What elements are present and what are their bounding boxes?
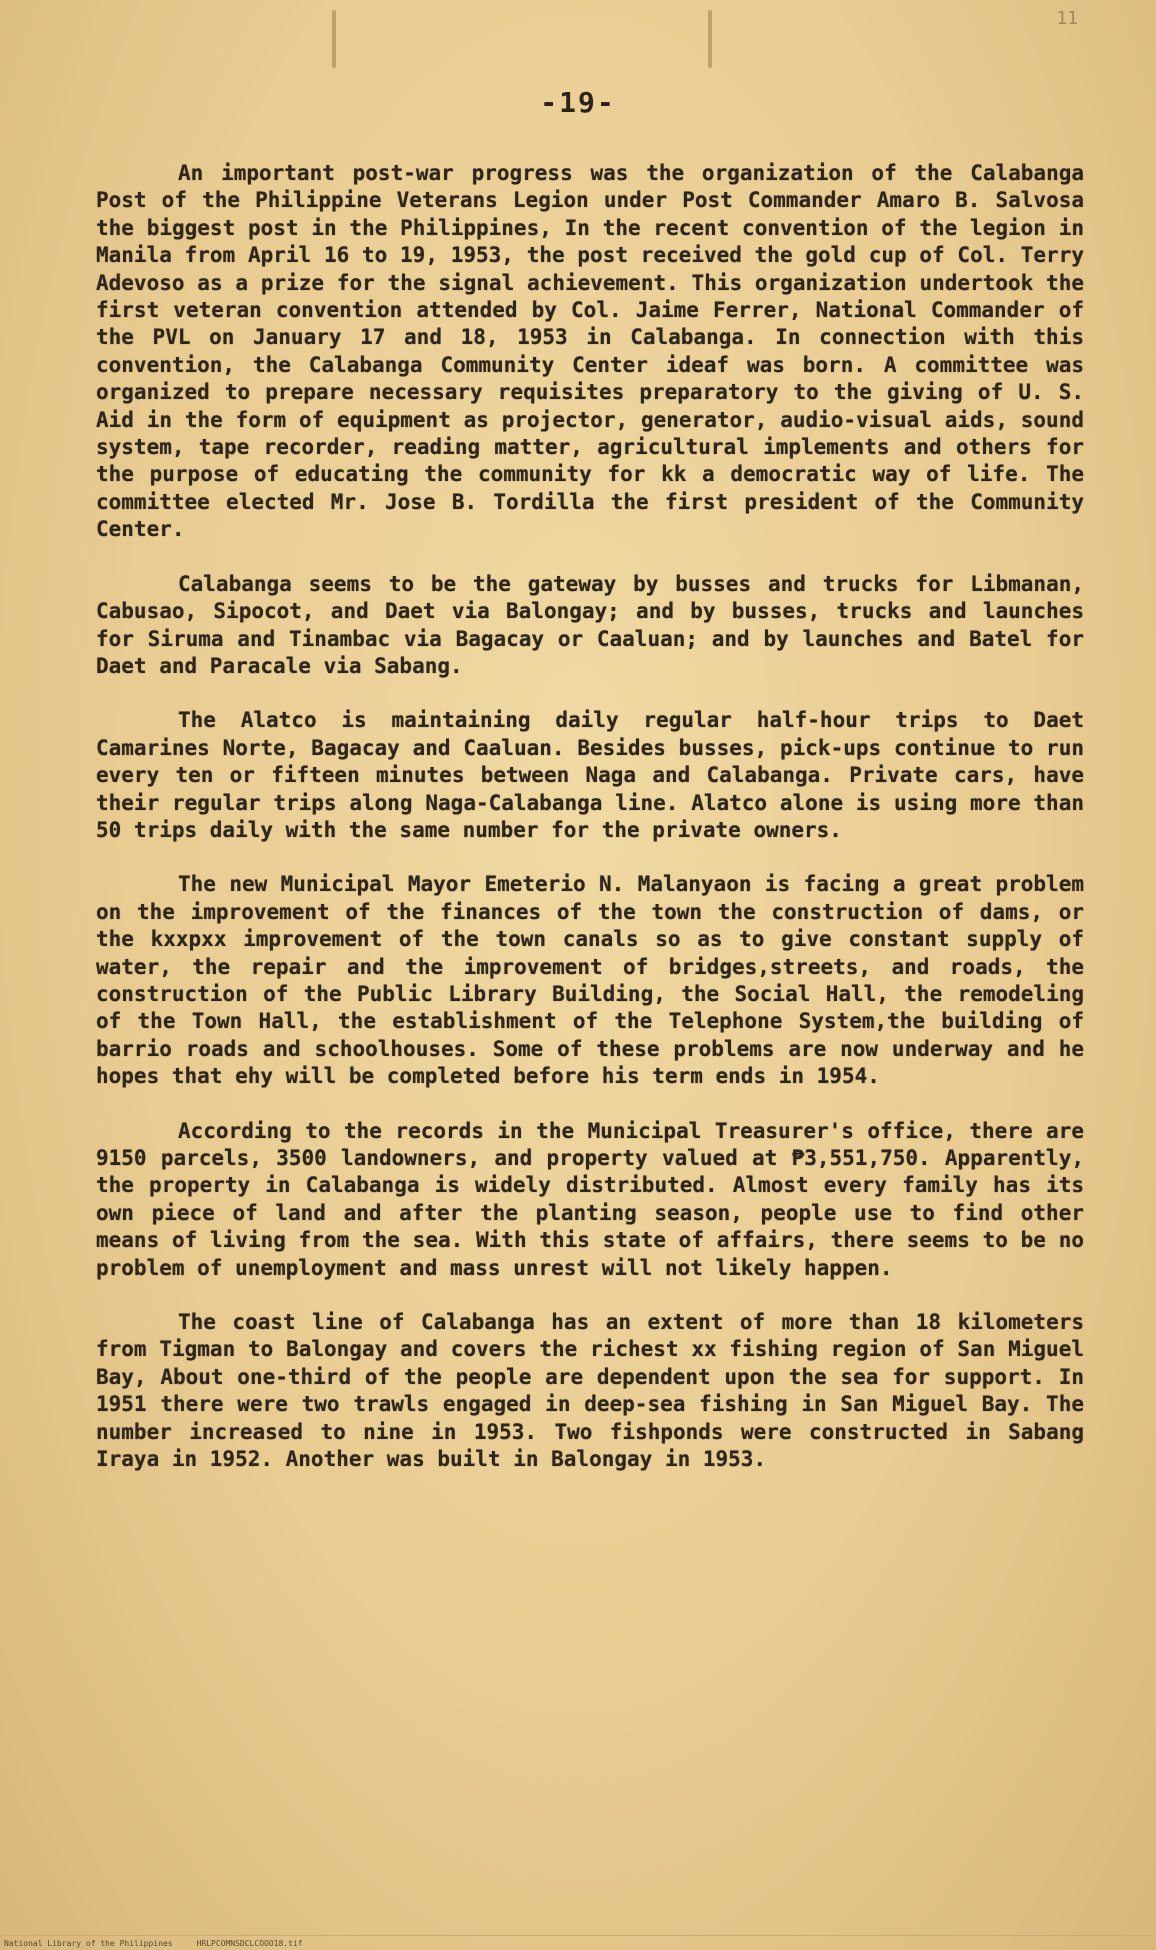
- scan-footer: [4, 1935, 1152, 1948]
- paragraph-treasurer-records: According to the records in the Municipal Treasurer's office, there are 9150 parcels, 3500 landowners, and property valued at ₱3,551,750. Apparently, the property in Calabanga is widely distributed. Almost every family has its own piece of land and after the planting season, people use to find other means of living from the sea. With this state of affairs, there seems to be no problem of unemployment and mass unrest will not likely happen.: [96, 1118, 1084, 1280]
- paragraph-veterans-legion: An important post-war progress was the organization of the Calabanga Post of the Philippine Veterans Legion under Post Commander Amaro B. Salvosa the biggest post in the Philippines, In the recent convention of the legion in Manila from April 16 to 19, 1953, the post received the gold cup of Col. Terry Adevoso as a prize for the signal achievement. This organization undertook the first veteran convention attended by Col. Jaime Ferrer, National Commander of the PVL on January 17 and 18, 1953 in Calabanga. In connection with this convention, the Calabanga Community Center ideaf was born. A committee was organized to prepare necessary requisites preparatory to the giving of U. S. Aid in the form of equipment as projector, generator, audio-visual aids, sound system, tape recorder, reading matter, agricultural implements and others for the purpose of educating the community for kk a democratic way of life. The committee elected Mr. Jose B. Tordilla the first president of the Community Center.: [96, 161, 1084, 542]
- document-body: [96, 160, 1084, 1500]
- paragraph-alatco-trips: The Alatco is maintaining daily regular half-hour trips to Daet Camarines Norte, Bagacay and Caaluan. Besides busses, pick-ups continue to run every ten or fifteen minutes between Naga and Calabanga. Private cars, have their regular trips along Naga-Calabanga line. Alatco alone is using more than 50 trips daily with the same number for the private owners.: [96, 708, 1084, 842]
- paragraph-coast-line: The coast line of Calabanga has an extent of more than 18 kilometers from Tigman to Balongay and covers the richest xx fishing region of San Miguel Bay, About one-third of the people are dependent upon the sea for support. In 1951 there were two trawls engaged in deep-sea fishing in San Miguel Bay. The number increased to nine in 1953. Two fishponds were constructed in Sabang Iraya in 1952. Another was built in Balongay in 1953.: [96, 1310, 1084, 1472]
- footer-file-name: HRLPCOMNSDCLCOOO18.tif: [196, 1939, 303, 1948]
- paragraph-mayor-problems: The new Municipal Mayor Emeterio N. Malanyaon is facing a great problem on the improvement of the finances of the town the construction of dams, or the kxxpxx improvement of the town canals so as to give constant supply of water, the repair and the improvement of bridges,streets, and roads, the construction of the Public Library Building, the Social Hall, the remodeling of the Town Hall, the establishment of the Telephone System,the building of barrio roads and schoolhouses. Some of these problems are now underway and he hopes that ehy will be completed before his term ends in 1954.: [96, 872, 1084, 1089]
- page-number: -19-: [540, 86, 616, 119]
- paragraph-gateway: Calabanga seems to be the gateway by busses and trucks for Libmanan, Cabusao, Sipocot, and Daet via Balongay; and by busses, trucks and launches for Siruma and Tinambac via Bagacay or Caaluan; and by launches and Batel for Daet and Paracale via Sabang.: [96, 571, 1084, 678]
- corner-mark: 11: [1056, 8, 1078, 29]
- punch-mark-right: [708, 10, 712, 68]
- punch-mark-left: [332, 10, 336, 68]
- footer-library-name: National Library of the Philippines: [4, 1939, 173, 1948]
